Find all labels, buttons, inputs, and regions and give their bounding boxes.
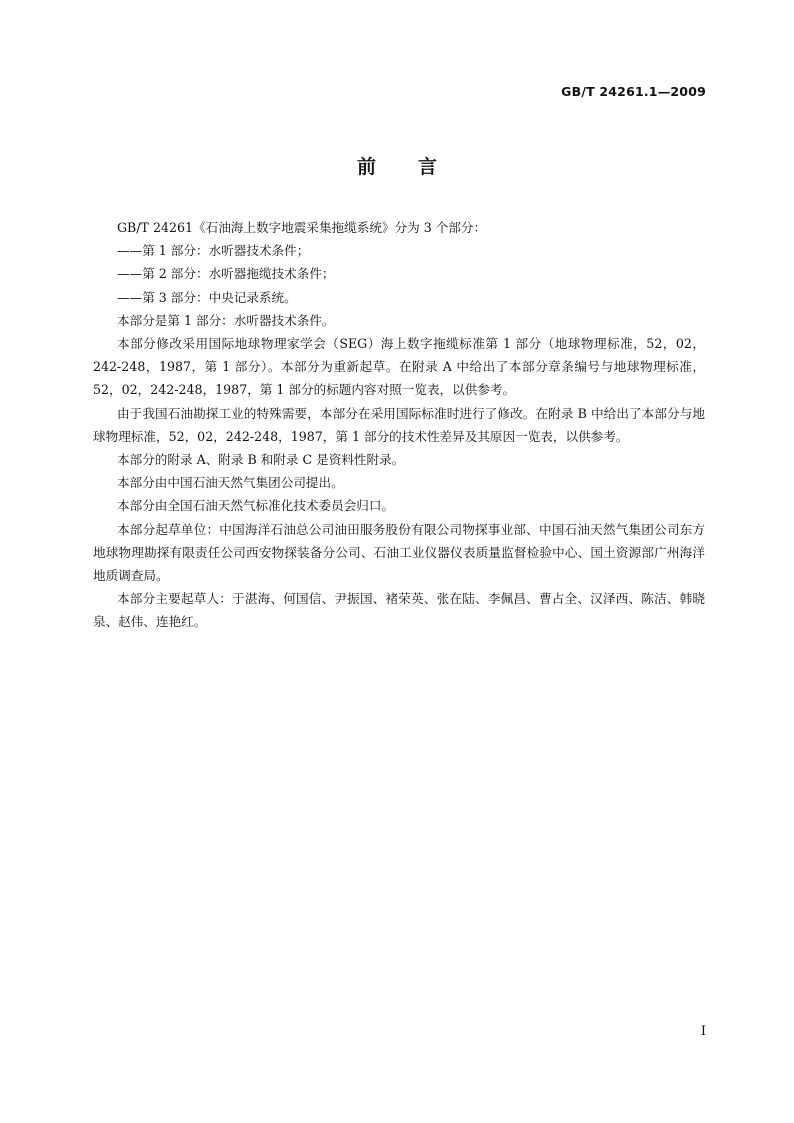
part-list-item: ——第 3 部分：中央记录系统。	[117, 289, 297, 305]
intro-paragraph: GB/T 24261《石油海上数字地震采集拖缆系统》分为 3 个部分：	[117, 220, 487, 235]
paragraph-drafting-units: 本部分起草单位：中国海洋石油总公司油田服务股份有限公司物探事业部、中国石油天然气集团公司东方地球物理勘探有限责任公司西安物探装备分公司、石油工业仪器仪表质量监督检验中心、国土资源部广州海洋地质调查局。	[93, 521, 705, 584]
standard-code: GB/T 24261.1—2009	[561, 84, 706, 99]
paragraph-proposer: 本部分由中国石油天然气集团公司提出。	[117, 475, 344, 491]
document-body	[93, 216, 705, 634]
paragraph-this-part: 本部分是第 1 部分：水听器技术条件。	[117, 312, 335, 328]
paragraph-annexes: 本部分的附录 A、附录 B 和附录 C 是资料性附录。	[117, 452, 405, 468]
paragraph-adoption: 本部分修改采用国际地球物理家学会（SEG）海上数字拖缆标准第 1 部分（地球物理标准，52，02，242-248，1987，第 1 部分）。本部分为重新起草。在附录 A 中给出了本部分章条编号与地球物理标准，52，02，242-248，1987，第 1 部分的标题内容对照一览表，以供参考。	[93, 336, 705, 398]
part-list-item: ——第 2 部分：水听器拖缆技术条件；	[117, 266, 335, 282]
page-title: 前言	[356, 156, 479, 178]
paragraph-modification: 由于我国石油勘探工业的特殊需要，本部分在采用国际标准时进行了修改。在附录 B 中给出了本部分与地球物理标准，52，02，242-248，1987，第 1 部分的技术性差异及其原因一览表，以供参考。	[93, 405, 705, 444]
part-list-item: ——第 1 部分：水听器技术条件；	[117, 243, 310, 259]
page-number: I	[700, 1024, 706, 1039]
paragraph-drafters: 本部分主要起草人：于湛海、何国信、尹振国、褚荣英、张在陆、李佩昌、曹占全、汉泽西、陈洁、韩晓泉、赵伟、连艳红。	[93, 591, 705, 630]
paragraph-committee: 本部分由全国石油天然气标准化技术委员会归口。	[117, 498, 395, 514]
